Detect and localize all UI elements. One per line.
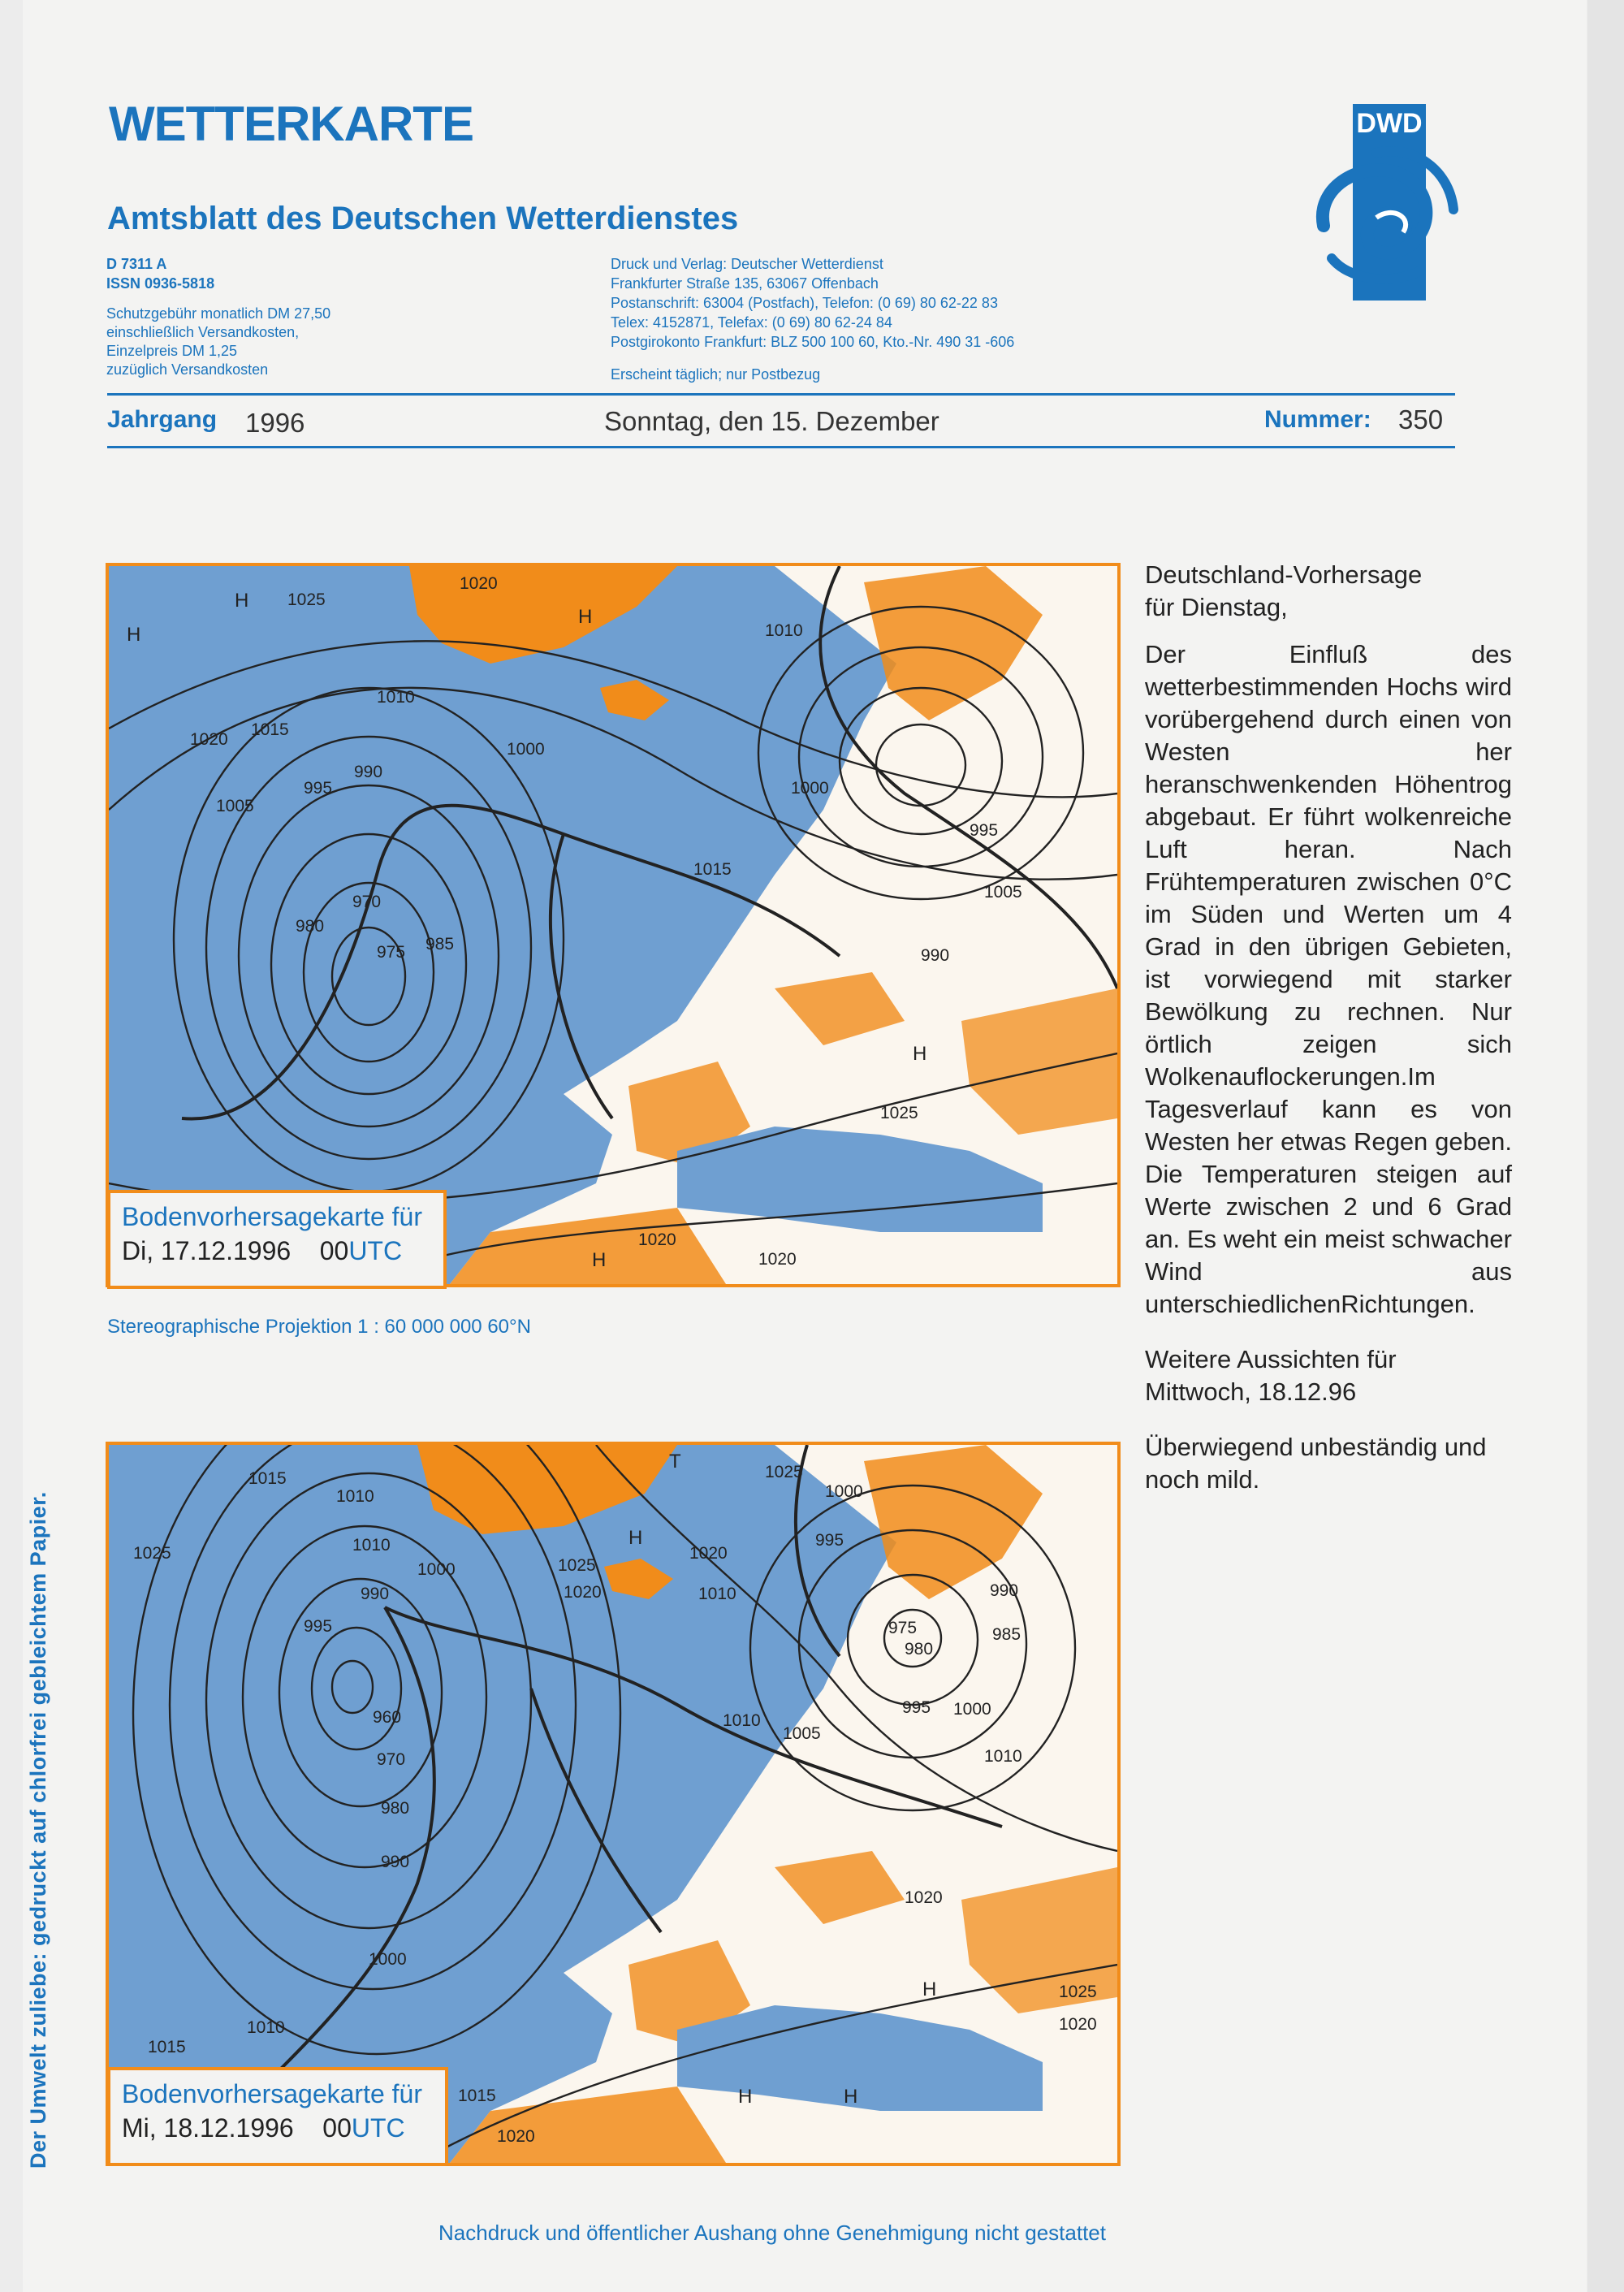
isobar-label: 1020 bbox=[564, 1583, 602, 1602]
publisher-line: Telex: 4152871, Telefax: (0 69) 80 62-24 84 bbox=[611, 314, 892, 331]
isobar-label: 1005 bbox=[984, 883, 1022, 902]
isobar-label: 990 bbox=[381, 1853, 410, 1871]
isobar-label: 980 bbox=[905, 1640, 934, 1658]
forecast-body: Der Einfluß des wetterbestimmenden Hochs wird vorübergehend durch einen von Westen her heranschwenkenden Höhentrog abgebaut. Er führt wolkenreiche Luft heran. Nach Frühtemperaturen zwischen 0°C im Süden und Werten um 4 Grad in den übrigen Gebieten, ist vorwiegend mit starker Bewölkung zu rechnen. Nur örtlich zeigen sich Wolkenauflockerungen.Im Tagesverlauf kann es von Westen her etwas Regen geben. Die Temperaturen steigen auf Werte zwischen 2 und 6 Grad an. Es weht ein meist schwacher Wind aus unterschiedlichenRichtungen. bbox=[1145, 640, 1512, 1318]
header-rule-bottom bbox=[107, 446, 1455, 448]
publication-code: D 7311 A bbox=[106, 256, 167, 272]
page-title: WETTERKARTE bbox=[109, 97, 473, 151]
fee-line: einschließlich Versandkosten, bbox=[106, 324, 300, 340]
high-pressure-center: H bbox=[844, 2086, 858, 2108]
isobar-label: 1000 bbox=[791, 779, 829, 798]
isobar-label: 1025 bbox=[133, 1544, 171, 1563]
publisher-line: Postanschrift: 63004 (Postfach), Telefon: (0 69) 80 62-22 83 bbox=[611, 295, 998, 311]
map1-caption-time: 00 bbox=[319, 1236, 349, 1265]
forecast-column bbox=[1145, 559, 1512, 1496]
isobar-label: 985 bbox=[425, 935, 455, 954]
isobar-label: 995 bbox=[815, 1531, 844, 1550]
dwd-logo bbox=[1299, 104, 1462, 301]
jahrgang-label: Jahrgang bbox=[107, 406, 218, 433]
environment-note: Der Umwelt zuliebe: gedruckt auf chlorfrei gebleichtem Papier. bbox=[26, 1491, 50, 2169]
isobar-label: 960 bbox=[373, 1708, 402, 1727]
isobar-label: 1020 bbox=[638, 1230, 676, 1249]
isobar-label: 1010 bbox=[698, 1585, 736, 1603]
outlook-heading bbox=[1145, 1343, 1512, 1408]
isobar-label: 1005 bbox=[783, 1724, 821, 1743]
isobar-label: 995 bbox=[304, 1617, 333, 1636]
isobar-label: 1000 bbox=[417, 1560, 456, 1579]
scan-edge bbox=[1587, 0, 1624, 2292]
map1-caption bbox=[107, 1190, 447, 1289]
publisher-line: Postgirokonto Frankfurt: BLZ 500 100 60, Kto.-Nr. 490 31 -606 bbox=[611, 334, 1015, 350]
isobar-label: 1000 bbox=[953, 1700, 991, 1719]
outlook-heading-line: Weitere Aussichten für bbox=[1145, 1345, 1397, 1373]
map1-caption-time-unit: UTC bbox=[348, 1236, 403, 1265]
isobar-label: 1010 bbox=[352, 1536, 391, 1555]
isobar-label: 995 bbox=[304, 779, 333, 798]
publication-ids bbox=[106, 254, 214, 293]
map2-svg bbox=[109, 1445, 1117, 2163]
issue-bar bbox=[107, 403, 1455, 443]
page-subtitle: Amtsblatt des Deutschen Wetterdienstes bbox=[107, 201, 739, 236]
isobar-label: 1020 bbox=[190, 730, 228, 749]
isobar-label: 1025 bbox=[558, 1556, 596, 1575]
isobar-label: 1025 bbox=[287, 590, 326, 609]
high-pressure-center: H bbox=[922, 1978, 937, 2000]
map2-caption-time: 00 bbox=[322, 2113, 352, 2143]
isobar-label: 980 bbox=[296, 917, 325, 936]
map2-caption-time-unit: UTC bbox=[351, 2113, 405, 2143]
map1-caption-date: Di, 17.12.1996 bbox=[122, 1236, 292, 1265]
isobar-label: 1010 bbox=[765, 621, 803, 640]
outlook-heading-line: Mittwoch, 18.12.96 bbox=[1145, 1377, 1357, 1406]
high-pressure-center: H bbox=[578, 606, 593, 628]
isobar-label: 1020 bbox=[905, 1888, 943, 1907]
map2-caption-title: Bodenvorhersagekarte für bbox=[122, 2079, 422, 2108]
map1-svg bbox=[109, 566, 1117, 1284]
isobar-label: 1010 bbox=[723, 1711, 761, 1730]
isobar-label: 1010 bbox=[247, 2018, 285, 2037]
map1-caption-date-line bbox=[122, 1234, 432, 1268]
high-pressure-center: H bbox=[592, 1249, 607, 1271]
outlook-body: Überwiegend unbeständig und noch mild. bbox=[1145, 1433, 1487, 1494]
isobar-label: 990 bbox=[990, 1581, 1019, 1600]
map2-caption-date-line bbox=[122, 2111, 434, 2145]
forecast-heading bbox=[1145, 559, 1512, 624]
isobar-label: 1025 bbox=[880, 1104, 918, 1122]
high-pressure-center: H bbox=[127, 624, 141, 646]
isobar-label: 1020 bbox=[497, 2127, 535, 2146]
isobar-label: 1025 bbox=[765, 1463, 803, 1481]
isobar-label: 1015 bbox=[148, 2038, 186, 2056]
isobar-label: 980 bbox=[381, 1799, 410, 1818]
forecast-map-tuesday bbox=[106, 563, 1121, 1287]
isobar-label: 970 bbox=[352, 893, 382, 911]
map1-caption-title: Bodenvorhersagekarte für bbox=[122, 1202, 422, 1231]
fee-line: Einzelpreis DM 1,25 bbox=[106, 343, 238, 359]
isobar-label: 1020 bbox=[460, 574, 498, 593]
forecast-heading-line: für Dienstag, bbox=[1145, 593, 1288, 621]
high-pressure-center: H bbox=[913, 1043, 927, 1065]
isobar-label: 975 bbox=[888, 1619, 918, 1637]
issue-date: Sonntag, den 15. Dezember bbox=[604, 406, 939, 436]
fee-info bbox=[106, 305, 330, 379]
isobar-label: 1000 bbox=[825, 1482, 863, 1501]
nummer-value: 350 bbox=[1398, 404, 1444, 435]
forecast-heading-line: Deutschland-Vorhersage bbox=[1145, 560, 1423, 589]
publication-issn: ISSN 0936-5818 bbox=[106, 275, 215, 292]
isobar-label: 985 bbox=[992, 1625, 1021, 1644]
isobar-label: 975 bbox=[377, 943, 406, 962]
map2-caption-date: Mi, 18.12.1996 bbox=[122, 2113, 294, 2143]
publisher-line: Frankfurter Straße 135, 63067 Offenbach bbox=[611, 275, 879, 292]
isobar-label: 1015 bbox=[458, 2087, 496, 2105]
isobar-label: 970 bbox=[377, 1750, 406, 1769]
isobar-label: 1020 bbox=[689, 1544, 728, 1563]
forecast-map-wednesday bbox=[106, 1442, 1121, 2166]
isobar-label: 1000 bbox=[507, 740, 545, 759]
publisher-line: Druck und Verlag: Deutscher Wetterdienst bbox=[611, 256, 883, 272]
isobar-label: 1015 bbox=[693, 860, 732, 879]
isobar-label: 1010 bbox=[377, 688, 415, 707]
logo-text: DWD bbox=[1356, 108, 1423, 139]
isobar-label: 1010 bbox=[984, 1747, 1022, 1766]
jahrgang-value: 1996 bbox=[245, 408, 305, 438]
isobar-label: 1020 bbox=[758, 1250, 797, 1269]
isobar-label: 1015 bbox=[251, 720, 289, 739]
nummer-label: Nummer: bbox=[1264, 406, 1371, 433]
isobar-label: 1000 bbox=[369, 1950, 407, 1969]
isobar-label: 995 bbox=[970, 821, 999, 840]
fee-line: zuzüglich Versandkosten bbox=[106, 361, 269, 378]
isobar-label: 990 bbox=[921, 946, 950, 965]
isobar-label: 1025 bbox=[1059, 1983, 1097, 2001]
isobar-label: 990 bbox=[361, 1585, 390, 1603]
isobar-label: 1015 bbox=[248, 1469, 287, 1488]
isobar-label: 1005 bbox=[216, 797, 254, 815]
high-pressure-center: H bbox=[628, 1527, 643, 1549]
high-pressure-center: H bbox=[738, 2086, 753, 2108]
header-rule-top bbox=[107, 393, 1455, 396]
low-pressure-center: T bbox=[669, 1451, 681, 1473]
isobar-label: 990 bbox=[354, 763, 383, 781]
map2-caption bbox=[107, 2067, 448, 2166]
projection-note: Stereographische Projektion 1 : 60 000 000 60°N bbox=[107, 1316, 531, 1338]
copyright-notice: Nachdruck und öffentlicher Aushang ohne Genehmigung nicht gestattet bbox=[438, 2221, 1106, 2245]
isobar-label: 995 bbox=[902, 1698, 931, 1717]
publisher-info bbox=[611, 254, 1014, 384]
high-pressure-center: H bbox=[235, 590, 249, 612]
isobar-label: 1020 bbox=[1059, 2015, 1097, 2034]
fee-line: Schutzgebühr monatlich DM 27,50 bbox=[106, 305, 331, 322]
isobar-label: 1010 bbox=[336, 1487, 374, 1506]
dwd-swirl-icon bbox=[1299, 104, 1462, 301]
publication-frequency: Erscheint täglich; nur Postbezug bbox=[611, 366, 821, 383]
